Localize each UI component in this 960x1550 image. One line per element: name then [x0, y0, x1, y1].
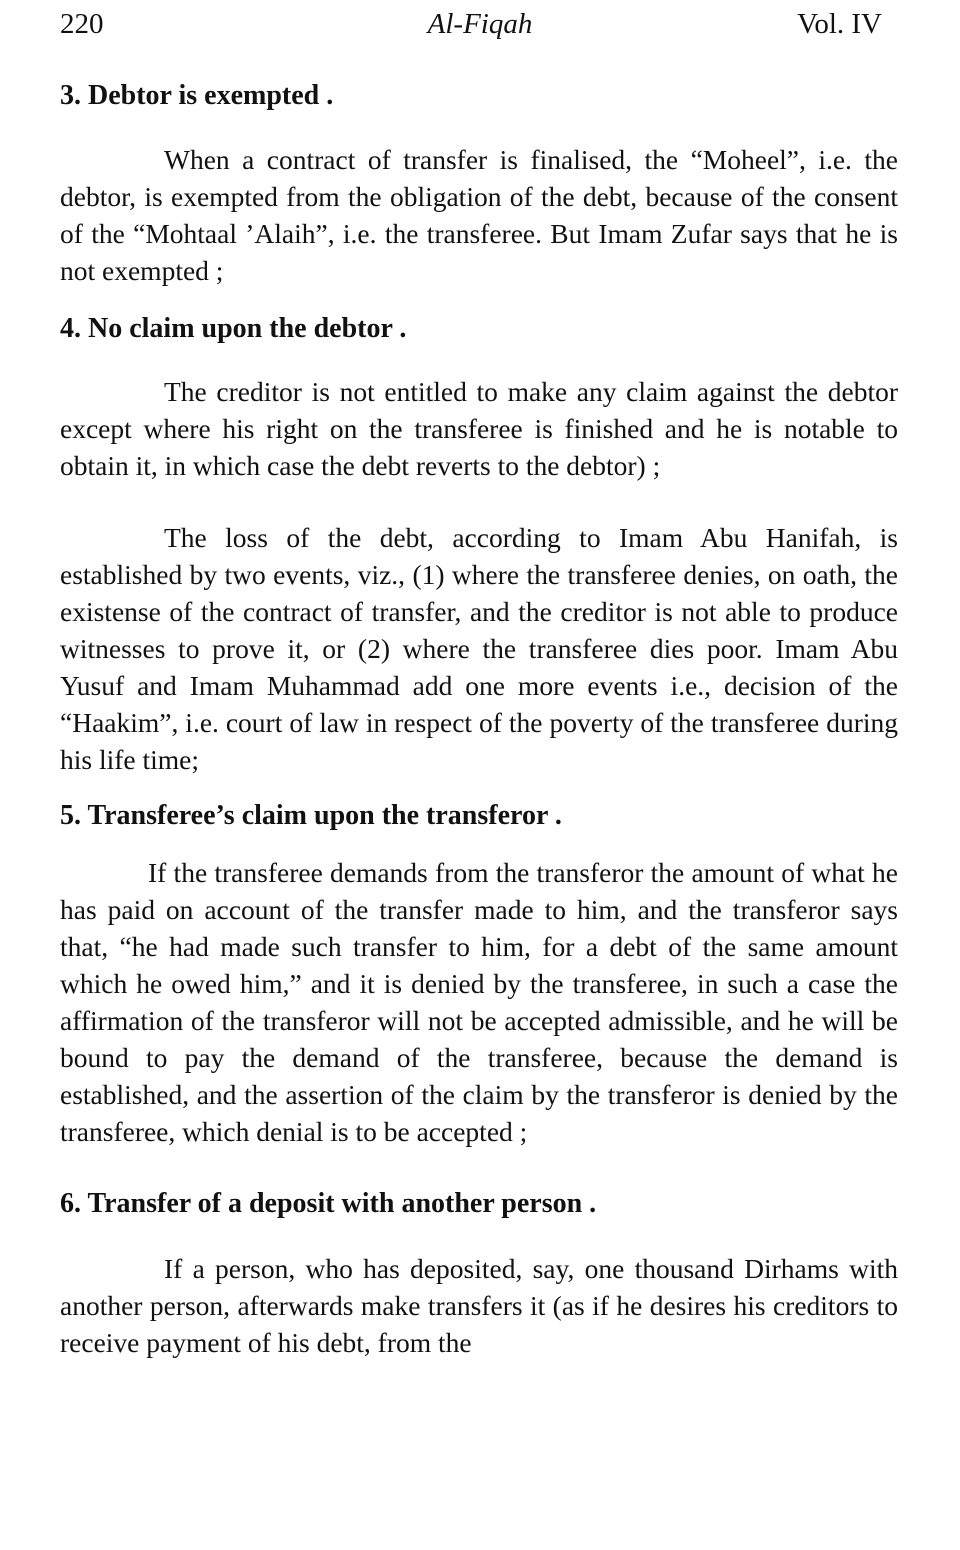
paragraph: When a contract of transfer is finalised, the “Moheel”, i.e. the debtor, is exempted from the obligation of the debt, because of the consent of the “Mohtaal ’Alaih”, i.e. the transferee. But Imam Zufar says that he is not exempted ;: [60, 144, 898, 286]
running-header: [60, 4, 900, 44]
paragraph: The loss of the debt, according to Imam Abu Hanifah, is established by two events, viz., (1) where the transferee denies, on oath, the existense of the contract of transfer, and the creditor is not able to produce witnesses to prove it, or (2) where the transferee dies poor. Imam Abu Yusuf and Imam Muhammad add one more events i.e., decision of the “Haakim”, i.e. court of law in respect of the poverty of the transferee during his life time;: [60, 522, 898, 775]
section-heading: 5. Transferee’s claim upon the transferor .: [60, 800, 562, 831]
paragraph: The creditor is not entitled to make any claim against the debtor except where his right on the transferee is finished and he is notable to obtain it, in which case the debt reverts to the debtor) ;: [60, 376, 898, 481]
paragraph: If a person, who has deposited, say, one thousand Dirhams with another person, afterwards make transfers it (as if he desires his creditors to receive payment of his debt, from the: [60, 1253, 898, 1358]
paragraph: If the transferee demands from the transferor the amount of what he has paid on account of the transfer made to him, and the transferor says that, “he had made such transfer to him, for a debt of the same amount which he owed him,” and it is denied by the transferee, in such a case the affirmation of the transferor will not be accepted admissible, and he will be bound to pay the demand of the transferee, because the demand is established, and the assertion of the claim by the transferor is denied by the transferee, which denial is to be accepted ;: [60, 857, 898, 1147]
page-body: [60, 76, 898, 1361]
section-heading: 3. Debtor is exempted .: [60, 80, 334, 111]
section-3: [60, 76, 898, 289]
section-heading: 4. No claim upon the debtor .: [60, 313, 407, 344]
section-heading: 6. Transfer of a deposit with another person .: [60, 1188, 597, 1219]
book-title: Al-Fiqah: [427, 8, 533, 40]
volume-label: Vol. IV: [797, 8, 882, 40]
section-4: [60, 309, 898, 778]
page-number: 220: [60, 8, 104, 40]
section-5: [60, 796, 898, 1150]
section-6: [60, 1184, 898, 1361]
